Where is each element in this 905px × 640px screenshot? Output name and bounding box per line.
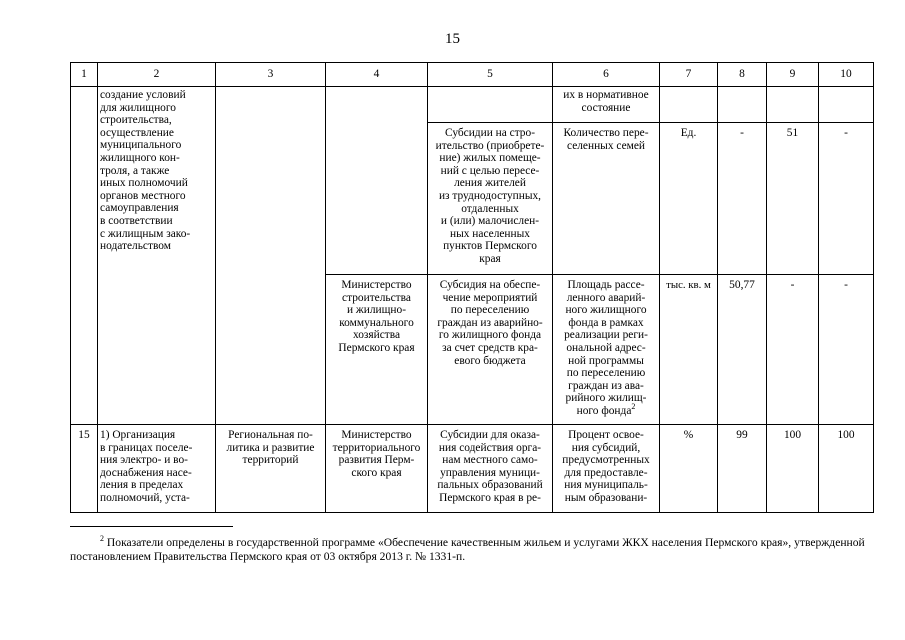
indicator-text: Площадь рассе- ленного аварий- ного жилищного фонда в рамках реализации реги- ональной адрес- ной программы по переселению граждан из ава- рийного жилищ- ного фонда <box>564 279 648 417</box>
table-row <box>71 425 874 513</box>
executor-cell: Министерство территориального развития Перм- ского края <box>326 425 428 513</box>
footnote-ref: 2 <box>631 402 636 412</box>
table-cell <box>718 87 767 123</box>
indicator-cell: их в нормативное состояние <box>553 87 660 123</box>
indicator-cell: Процент освое- ния субсидий, предусмотренных для предоставле- ния муниципаль- ным образовани- <box>553 425 660 513</box>
header-cell: 6 <box>553 63 660 87</box>
table-cell <box>326 87 428 275</box>
measure-cell: Субсидия на обеспе- чение мероприятий по переселению граждан из аварийно- го жилищного фонда за счет средств кра- евого бюджета <box>428 275 553 425</box>
value-cell: - <box>767 275 819 425</box>
executor-cell: Министерство строительства и жилищно- коммунального хозяйства Пермского края <box>326 275 428 425</box>
table-cell <box>71 87 98 425</box>
indicator-cell <box>553 275 660 425</box>
table-cell <box>428 87 553 123</box>
table-cell <box>216 87 326 425</box>
footnote <box>70 532 865 564</box>
table-header-row <box>71 63 874 87</box>
measure-cell: Субсидии на стро- ительство (приобрете- ние) жилых помеще- ний с целью пересе- ления жителей из труднодоступных, отдаленных и (или) малочислен- ных населенных пунктов Пермского края <box>428 123 553 275</box>
page-number: 15 <box>445 31 460 47</box>
value-cell: 100 <box>767 425 819 513</box>
value-cell: - <box>819 275 874 425</box>
unit-cell: Ед. <box>660 123 718 275</box>
indicator-cell: Количество пере- селенных семей <box>553 123 660 275</box>
row-number-cell: 15 <box>71 425 98 513</box>
footnote-marker: 2 <box>100 534 104 543</box>
header-cell: 9 <box>767 63 819 87</box>
value-cell: 51 <box>767 123 819 275</box>
header-cell: 5 <box>428 63 553 87</box>
footnote-divider <box>70 526 233 527</box>
goal-cell: создание условий для жилищного строительства, осуществление муниципального жилищного кон- троля, а также иных полномочий органов местного самоуправления в соответствии с жилищным зако- нодательством <box>98 87 216 425</box>
header-cell: 3 <box>216 63 326 87</box>
table-cell <box>660 87 718 123</box>
table-cell <box>767 87 819 123</box>
header-cell: 8 <box>718 63 767 87</box>
header-cell: 10 <box>819 63 874 87</box>
measure-cell: Субсидии для оказа- ния содействия орга- нам местного само- управления муници- пальных образований Пермского края в ре- <box>428 425 553 513</box>
goal-cell: 1) Организация в границах поселе- ния электро- и во- доснабжения насе- ления в пределах полномочий, уста- <box>98 425 216 513</box>
value-cell: 100 <box>819 425 874 513</box>
footnote-text: Показатели определены в государственной программе «Обеспечение качественным жильем и услугами ЖКХ населения Пермского края», утвержденной постановлением Правительства Пермского края от 03 октября 2013 г. № 1331-п. <box>70 535 865 563</box>
indicators-table <box>70 62 874 513</box>
table-cell <box>819 87 874 123</box>
value-cell: 50,77 <box>718 275 767 425</box>
value-cell: - <box>718 123 767 275</box>
header-cell: 2 <box>98 63 216 87</box>
program-cell: Региональная по- литика и развитие территорий <box>216 425 326 513</box>
value-cell: - <box>819 123 874 275</box>
value-cell: 99 <box>718 425 767 513</box>
unit-cell: тыс. кв. м <box>660 275 718 425</box>
header-cell: 1 <box>71 63 98 87</box>
header-cell: 7 <box>660 63 718 87</box>
unit-cell: % <box>660 425 718 513</box>
table-row <box>71 87 874 123</box>
header-cell: 4 <box>326 63 428 87</box>
